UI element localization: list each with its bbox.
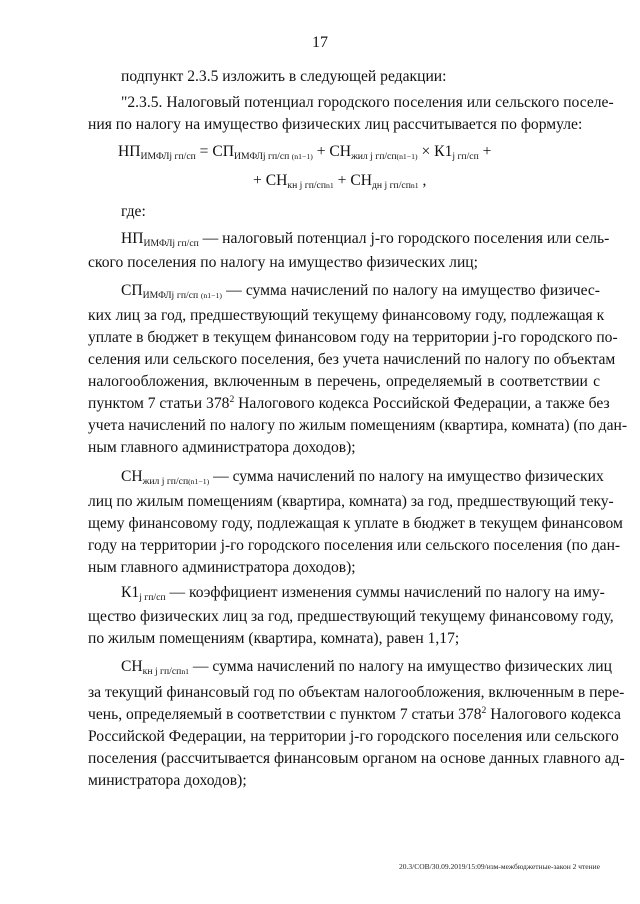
- sn-zhil-definition-line-1: $СН_{жил j гп/сп(n1-1)}$ — сумма начислений по налогу на имущество физических: [121, 468, 604, 487]
- sn-zhil-definition-line-4: году на территории j-го городского поселения или сельского поселения (по дан-: [88, 537, 621, 554]
- sn-zhil-definition-line-3: щему финансовому году, подлежащая к уплате в бюджет в текущем финансовом: [88, 515, 623, 532]
- sp-symbol: $СП_{ИМФЛj гп/сп (n1-1)}$: [212, 143, 313, 162]
- document-footer: 20.3/СОВ/30.09.2019/15:09/изм-межбюджетные-закон 2 чтение: [399, 862, 600, 871]
- formula-line-1: $НП_{ИМФЛj гп/сп} = СП_{ИМФЛj гп/сп (n1-1)} + СН_{жил j гп/сп(n1-1)} \times К1_{j гп/сп}$ +: [118, 143, 492, 162]
- page-number: 17: [312, 34, 328, 51]
- sp-symbol: $СП_{ИМФЛj гп/сп (n1-1)}$: [121, 282, 222, 301]
- sp-definition-line-1: $СП_{ИМФЛj гп/сп (n1-1)}$ — сумма начислений по налогу на имущество физичес-: [121, 282, 600, 301]
- np-symbol: $НП_{ИМФЛj гп/сп}$: [118, 143, 196, 162]
- sn-zhil-definition-line-5: ным главного администратора доходов);: [88, 559, 356, 576]
- sp-definition-line-7: учета начислений по налогу по жилым помещениям (квартира, комната) (по дан-: [88, 417, 628, 434]
- sn-zhil-symbol: $СН_{жил j гп/сп(n1-1)}$: [329, 143, 418, 162]
- sn-dn-symbol: $СН_{дн j гп/спn1}$: [350, 172, 419, 191]
- sp-definition-line-4: селения или сельского поселения, без учета начислений по налогу по объектам: [88, 351, 616, 368]
- k1-definition-line-3: по жилым помещениям (квартира, комната), равен 1,17;: [88, 630, 460, 647]
- sn-zhil-definition-line-2: лиц по жилым помещениям (квартира, комната) за год, предшествующий теку-: [88, 493, 614, 510]
- paragraph-2-3-5-line-1: "2.3.5. Налоговый потенциал городского поселения или сельского поселе-: [121, 94, 614, 111]
- np-definition-line-2: ского поселения по налогу на имущество физических лиц;: [88, 254, 478, 271]
- intro-line: подпункт 2.3.5 изложить в следующей редакции:: [121, 68, 447, 85]
- sn-kn-symbol: $СН_{кн j гп/спn1}$: [121, 658, 190, 677]
- k1-symbol: $К1_{j гп/сп}$: [434, 143, 479, 162]
- paragraph-2-3-5-line-2: ния по налогу на имущество физических лиц рассчитывается по формуле:: [88, 116, 583, 133]
- where-label: где:: [121, 203, 146, 220]
- k1-definition-line-1: $К1_{j гп/сп}$ — коэффициент изменения суммы начислений по налогу на иму-: [121, 584, 605, 603]
- sn-kn-definition-line-1: $СН_{кн j гп/спn1}$ — сумма начислений по налогу на имущество физических лиц: [121, 658, 612, 677]
- sp-definition-line-3: уплате в бюджет в текущем финансовом году на территории j-го городского по-: [88, 329, 618, 346]
- np-definition-line-1: $НП_{ИМФЛj гп/сп}$ — налоговый потенциал j-го городского поселения или сель-: [121, 230, 610, 249]
- k1-symbol: $К1_{j гп/сп}$: [121, 584, 166, 603]
- k1-definition-line-2: щество физических лиц за год, предшествующий текущему финансовому году,: [88, 608, 614, 625]
- sn-kn-definition-line-2: за текущий финансовый год по объектам налогообложения, включенным в пере-: [88, 684, 625, 701]
- sp-definition-line-5: налогообложения, включенным в перечень, определяемый в соответствии с: [88, 373, 600, 390]
- sn-kn-definition-line-5: поселения (рассчитывается финансовым органом на основе данных главного ад-: [88, 750, 625, 767]
- sn-kn-definition-line-6: министратора доходов);: [88, 772, 247, 789]
- sp-definition-line-2: ких лиц за год, предшествующий текущему финансовому году, подлежащая к: [88, 307, 605, 324]
- formula-line-2: + $СН_{кн j гп/спn1} + СН_{дн j гп/спn1}$ ,: [253, 172, 427, 191]
- sn-kn-definition-line-3: чень, определяемый в соответствии с пунктом 7 статьи $378^2$ Налогового кодекса: [88, 705, 621, 723]
- sp-definition-line-6: пунктом 7 статьи $378^2$ Налогового кодекса Российской Федерации, а также без: [88, 394, 610, 412]
- sn-zhil-symbol: $СН_{жил j гп/сп(n1-1)}$: [121, 468, 210, 487]
- sn-kn-symbol: $СН_{кн j гп/спn1}$: [265, 172, 334, 191]
- np-symbol: $НП_{ИМФЛj гп/сп}$: [121, 230, 199, 249]
- sp-definition-line-8: ным главного администратора доходов);: [88, 439, 356, 456]
- sn-kn-definition-line-4: Российской Федерации, на территории j-го городского поселения или сельского: [88, 728, 619, 745]
